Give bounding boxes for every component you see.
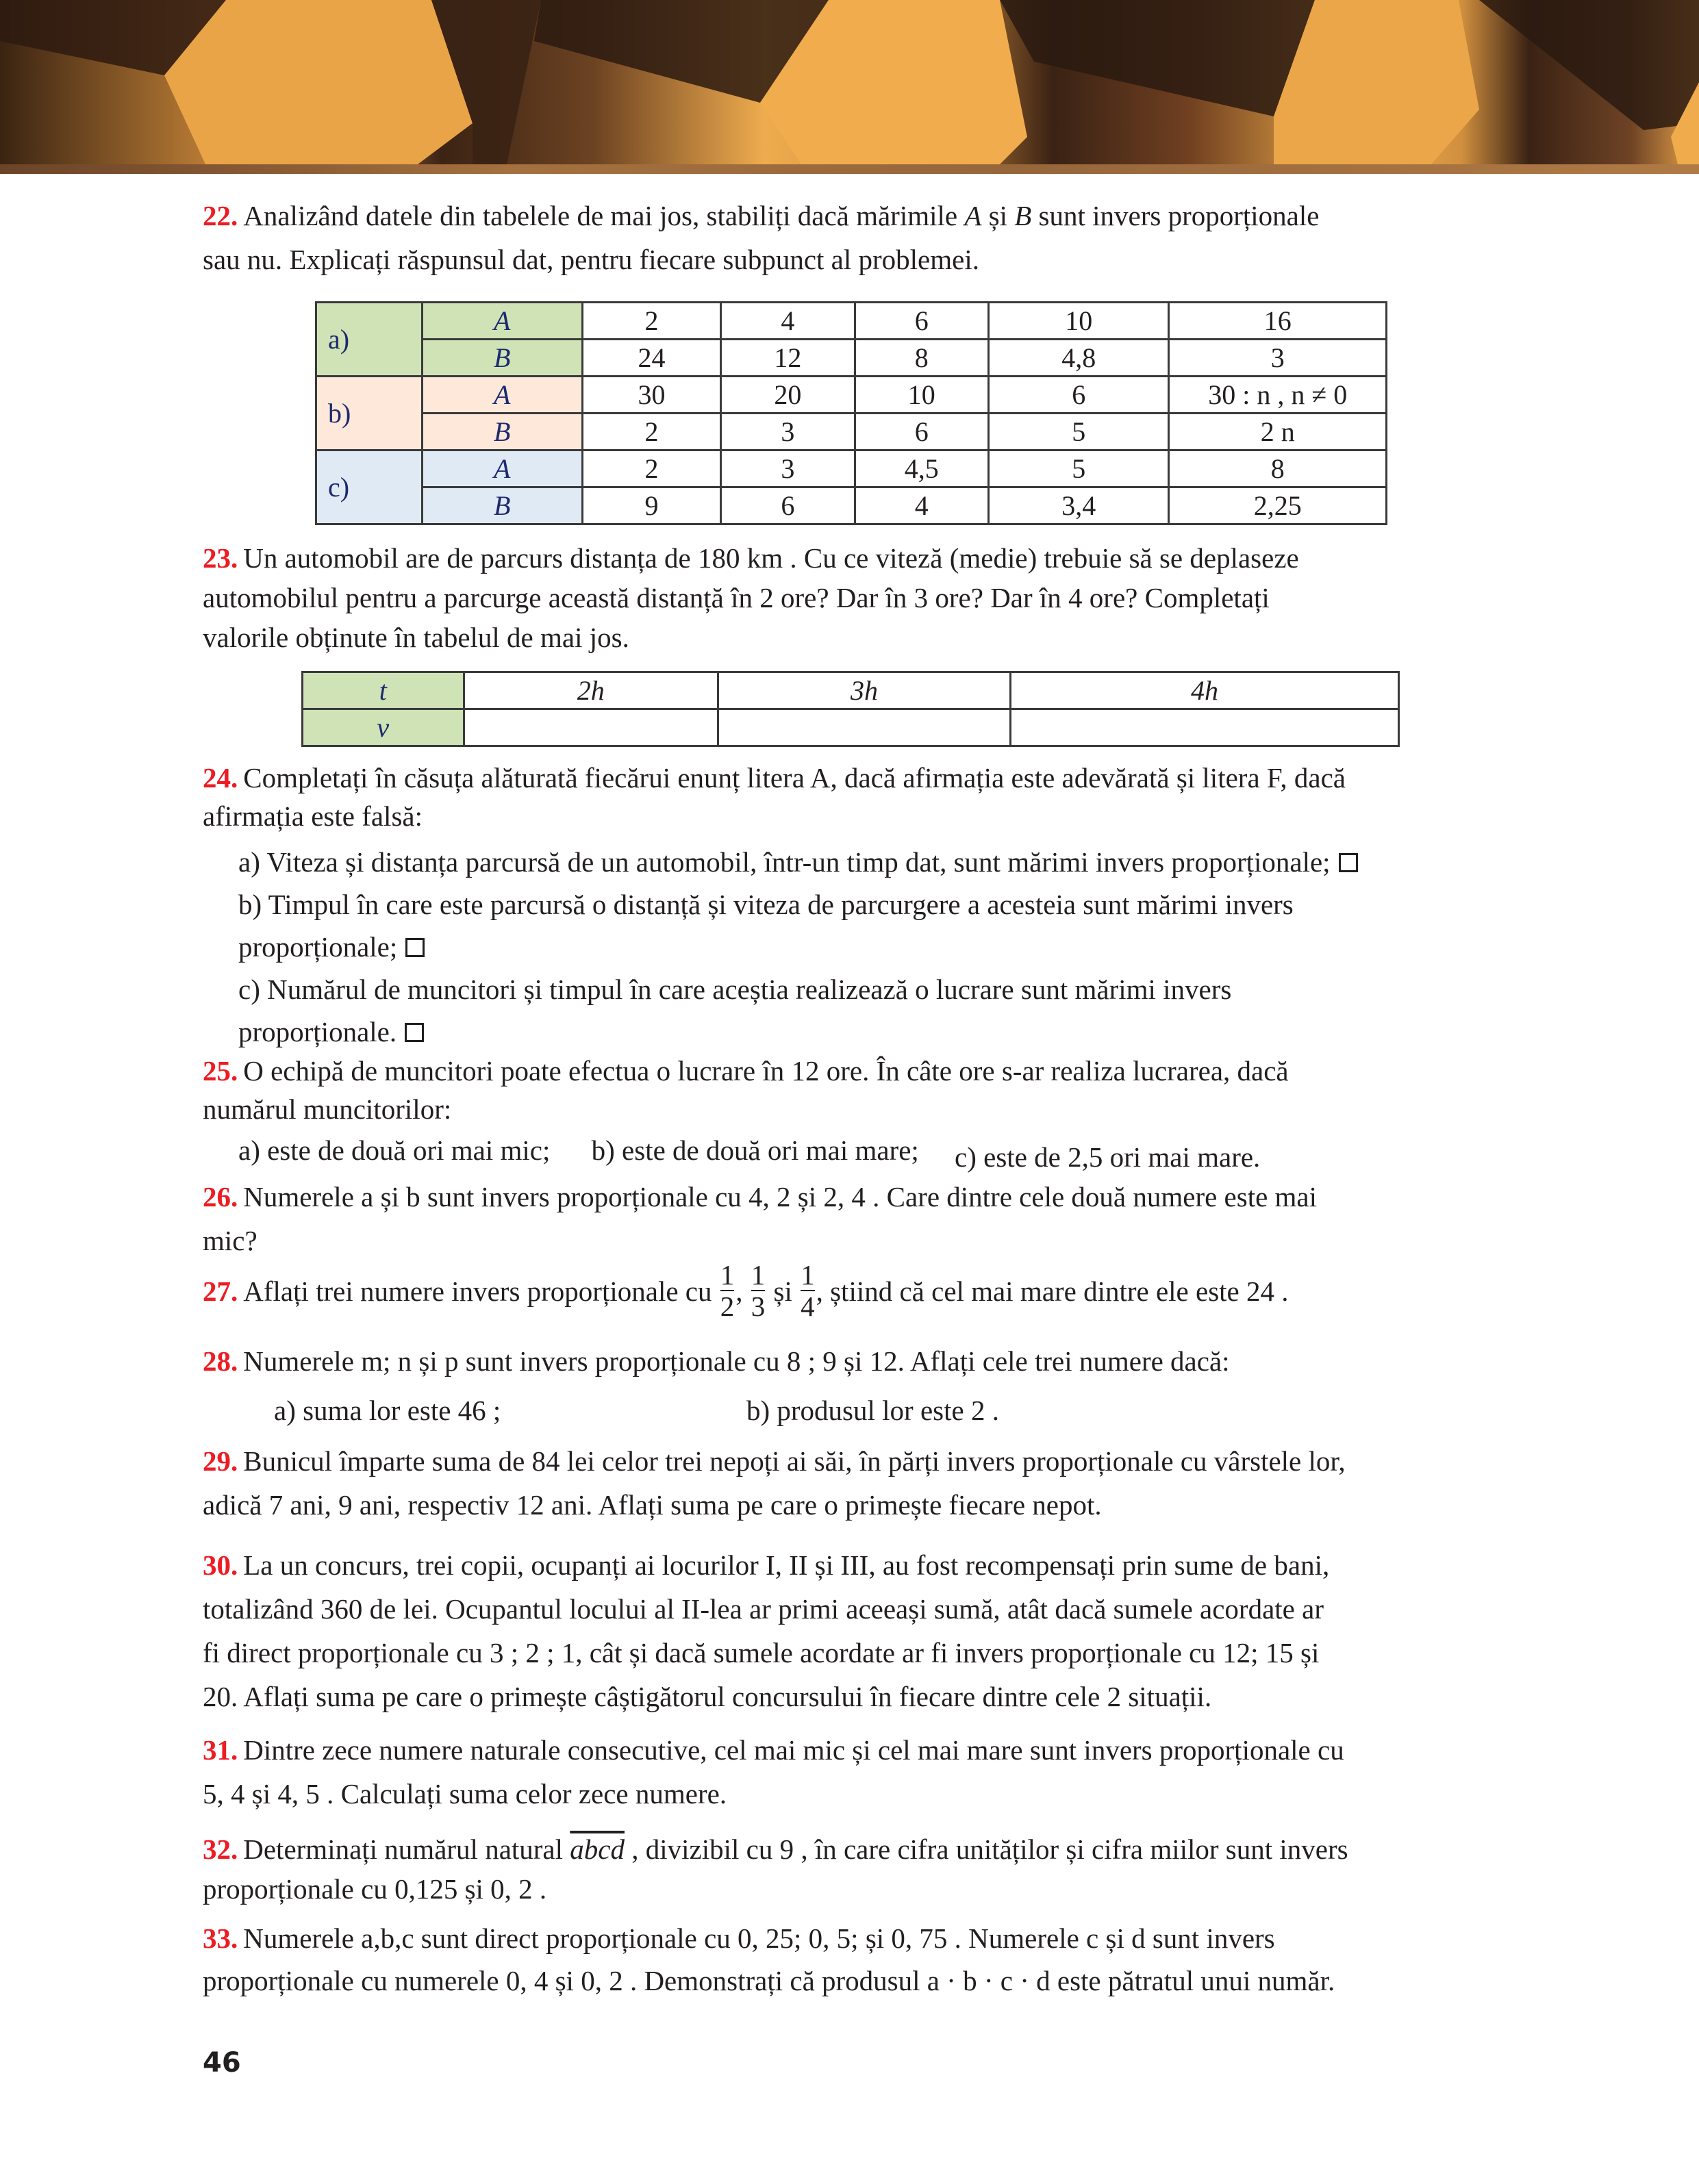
problem-text: sunt invers proporționale: [1031, 200, 1320, 231]
table-row: [303, 672, 1399, 709]
variable-cell: B: [422, 487, 582, 524]
table-cell: 8: [855, 340, 988, 377]
table-cell: 10: [855, 377, 988, 414]
statement-c: c) Numărul de muncitori și timpul în care aceștia realizează o lucrare sunt mărimi invers: [238, 974, 1232, 1005]
numerator: 1: [801, 1258, 815, 1291]
problem-text: mic?: [203, 1225, 257, 1256]
table-cell: 30: [582, 377, 720, 414]
option-a: a) este de două ori mai mic;: [238, 1134, 551, 1166]
header-banner-image: [0, 0, 1699, 164]
problem-text: Numerele a,b,c sunt direct proporționale cu 0, 25; 0, 5; și 0, 75 . Numerele c și d sunt invers: [243, 1922, 1275, 1954]
problem-27: [203, 1257, 1500, 1325]
table-row: [303, 709, 1399, 746]
problem-text: și: [981, 200, 1015, 231]
table-cell: 12: [721, 340, 855, 377]
table-cell: 30 : n , n ≠ 0: [1169, 377, 1387, 414]
option-a: a) suma lor este 46 ;: [274, 1395, 501, 1426]
problem-number: 31.: [203, 1734, 238, 1766]
problem-number: 25.: [203, 1055, 238, 1087]
table-cell: 3h: [718, 672, 1010, 709]
problem-text: , știind că cel mai mare dintre ele este 24 .: [816, 1275, 1289, 1307]
problem-number: 23.: [203, 542, 238, 574]
variable-cell: v: [303, 709, 464, 746]
problem-text: automobilul pentru a parcurge această distanță în 2 ore? Dar în 3 ore? Dar în 4 ore? Completați: [203, 582, 1270, 613]
table-row: [316, 377, 1387, 414]
problem-29: [203, 1439, 1535, 1527]
table-cell: 4: [855, 487, 988, 524]
table-cell: 4: [721, 303, 855, 340]
proportionality-table: [315, 301, 1387, 525]
problem-25: [203, 1052, 1535, 1128]
table-cell: 3: [721, 414, 855, 450]
problem-text: sau nu. Explicați răspunsul dat, pentru fiecare subpunct al problemei.: [203, 244, 979, 275]
denominator: 3: [751, 1290, 766, 1322]
table-cell: 24: [582, 340, 720, 377]
problem-text: Dintre zece numere naturale consecutive, cel mai mic și cel mai mare sunt invers proporționale cu: [243, 1734, 1344, 1766]
table-cell: 6: [988, 377, 1169, 414]
table-cell: 2: [582, 414, 720, 450]
variable-cell: t: [303, 672, 464, 709]
fraction: [751, 1260, 766, 1321]
problem-24: [203, 759, 1535, 835]
problem-text: Numerele m; n și p sunt invers proporționale cu 8 ; 9 și 12. Aflați cele trei numere dacă:: [243, 1345, 1230, 1377]
variable-cell: A: [422, 377, 582, 414]
denominator: 2: [720, 1290, 735, 1322]
problem-text: adică 7 ani, 9 ani, respectiv 12 ani. Aflați suma pe care o primește fiecare nepot.: [203, 1489, 1102, 1521]
problem-33: [203, 1917, 1535, 2002]
problem-28-options: [274, 1388, 1500, 1432]
problem-text: proporționale cu numerele 0, 4 și 0, 2 . Demonstrați că produsul a · b · c · d este pătratul unui număr.: [203, 1965, 1335, 1996]
table-cell: 3: [1169, 340, 1387, 377]
table-cell: 20: [721, 377, 855, 414]
table-cell: 9: [582, 487, 720, 524]
problem-30: [203, 1543, 1535, 1718]
problem-28: [203, 1339, 1500, 1383]
problem-text: , divizibil cu 9 , în care cifra unităților și cifra miilor sunt invers: [624, 1833, 1348, 1865]
answer-cell[interactable]: [464, 709, 718, 746]
table-row: [316, 303, 1387, 340]
statement-text: proporționale;: [238, 931, 398, 963]
variable-cell: B: [422, 340, 582, 377]
table-row: [316, 450, 1387, 487]
problem-32: [203, 1829, 1535, 1909]
variable-cell: A: [422, 450, 582, 487]
table-row: [316, 487, 1387, 524]
fraction: [801, 1260, 815, 1321]
problem-31: [203, 1728, 1535, 1816]
table-cell: 10: [988, 303, 1169, 340]
group-label: c): [316, 450, 423, 524]
overlined-number: abcd: [570, 1833, 625, 1865]
numerator: 1: [751, 1258, 766, 1291]
table-cell: 2: [582, 303, 720, 340]
answer-cell[interactable]: [718, 709, 1010, 746]
problem-text: totalizând 360 de lei. Ocupantul locului al II-lea ar primi aceeași sumă, atât dacă sumele acordate ar: [203, 1593, 1324, 1625]
table-cell: 4,8: [988, 340, 1169, 377]
problem-text: Un automobil are de parcurs distanța de 180 km . Cu ce viteză (medie) trebuie să se deplaseze: [243, 542, 1299, 574]
answer-checkbox[interactable]: [405, 1023, 424, 1042]
hexagonal-prisms-illustration: [0, 0, 1699, 164]
answer-checkbox[interactable]: [405, 938, 425, 957]
table-cell: 16: [1169, 303, 1387, 340]
problem-text: Aflați trei numere invers proporționale cu: [243, 1275, 719, 1307]
problem-text: valorile obținute în tabelul de mai jos.: [203, 622, 629, 653]
problem-text: Determinați numărul natural: [243, 1833, 570, 1865]
table-cell: 6: [721, 487, 855, 524]
variable-a: A: [964, 200, 982, 231]
option-c: c) este de 2,5 ori mai mare.: [955, 1141, 1261, 1173]
problem-25-options: [238, 1128, 1500, 1172]
problem-number: 32.: [203, 1833, 238, 1865]
problem-text: Analizând datele din tabelele de mai jos, stabiliți dacă mărimile: [243, 200, 965, 231]
group-label: b): [316, 377, 423, 450]
variable-b: B: [1014, 200, 1032, 231]
option-b: b) este de două ori mai mare;: [591, 1134, 919, 1166]
table-cell: 2 n: [1169, 414, 1387, 450]
table-cell: 5: [988, 414, 1169, 450]
problem-text: 5, 4 și 4, 5 . Calculați suma celor zece numere.: [203, 1778, 727, 1810]
table-cell: 2,25: [1169, 487, 1387, 524]
numerator: 1: [720, 1258, 735, 1291]
problem-text: Numerele a și b sunt invers proporționale cu 4, 2 și 2, 4 . Care dintre cele două numere este mai: [243, 1181, 1318, 1212]
variable-cell: B: [422, 414, 582, 450]
denominator: 4: [801, 1290, 815, 1322]
problem-number: 28.: [203, 1345, 238, 1377]
table-cell: 5: [988, 450, 1169, 487]
page-number: 46: [203, 2047, 241, 2079]
table-cell: 6: [855, 303, 988, 340]
problem-number: 33.: [203, 1922, 238, 1954]
table-cell: 2h: [464, 672, 718, 709]
problem-26: [203, 1175, 1535, 1262]
problem-text: numărul muncitorilor:: [203, 1093, 452, 1125]
speed-time-table: [301, 671, 1400, 747]
statement-c-cont: [238, 1011, 1500, 1053]
separator: ,: [735, 1275, 750, 1307]
group-label: a): [316, 303, 423, 377]
problem-number: 22.: [203, 200, 238, 231]
statement-text: a) Viteza și distanța parcursă de un automobil, într-un timp dat, sunt mărimi invers proporționale;: [238, 846, 1331, 878]
problem-text: O echipă de muncitori poate efectua o lucrare în 12 ore. În câte ore s-ar realiza lucrarea, dacă: [243, 1055, 1289, 1087]
statement-a: [238, 841, 1500, 883]
table-cell: 4,5: [855, 450, 988, 487]
problem-24-items: [238, 841, 1500, 1053]
variable-cell: A: [422, 303, 582, 340]
option-b: b) produsul lor este 2 .: [746, 1395, 999, 1426]
problem-text: 20. Aflați suma pe care o primește câștigătorul concursului în fiecare dintre cele 2 situații.: [203, 1681, 1212, 1712]
separator: și: [766, 1275, 800, 1307]
table-row: [316, 340, 1387, 377]
table-cell: 3: [721, 450, 855, 487]
statement-b: b) Timpul în care este parcursă o distanță și viteza de parcurgere a acesteia sunt mărimi invers: [238, 889, 1294, 920]
problem-number: 27.: [203, 1275, 238, 1307]
fraction: [720, 1260, 735, 1321]
problem-22: [203, 194, 1535, 281]
problem-number: 29.: [203, 1445, 238, 1477]
table-cell: 6: [855, 414, 988, 450]
statement-text: proporționale.: [238, 1016, 397, 1047]
problem-text: fi direct proporționale cu 3 ; 2 ; 1, cât și dacă sumele acordate ar fi invers proporționale cu 12; 15 și: [203, 1637, 1320, 1668]
problem-text: Completați în căsuța alăturată fiecărui enunț litera A, dacă afirmația este adevărată și litera F, dacă: [243, 762, 1346, 793]
table-row: [316, 414, 1387, 450]
problem-number: 26.: [203, 1181, 238, 1212]
problem-23: [203, 538, 1535, 657]
answer-cell[interactable]: [1011, 709, 1399, 746]
header-divider-strip: [0, 164, 1699, 174]
table-cell: 2: [582, 450, 720, 487]
problem-text: Bunicul împarte suma de 84 lei celor trei nepoți ai săi, în părți invers proporționale cu vârstele lor,: [243, 1445, 1346, 1477]
problem-number: 30.: [203, 1549, 238, 1581]
table-cell: 3,4: [988, 487, 1169, 524]
problem-text: afirmația este falsă:: [203, 800, 423, 832]
answer-checkbox[interactable]: [1339, 853, 1358, 872]
problem-text: proporționale cu 0,125 și 0, 2 .: [203, 1873, 547, 1905]
table-cell: 4h: [1011, 672, 1399, 709]
table-cell: 8: [1169, 450, 1387, 487]
problem-number: 24.: [203, 762, 238, 793]
statement-b-cont: [238, 926, 1500, 968]
problem-text: La un concurs, trei copii, ocupanți ai locurilor I, II și III, au fost recompensați prin sume de bani,: [243, 1549, 1330, 1581]
